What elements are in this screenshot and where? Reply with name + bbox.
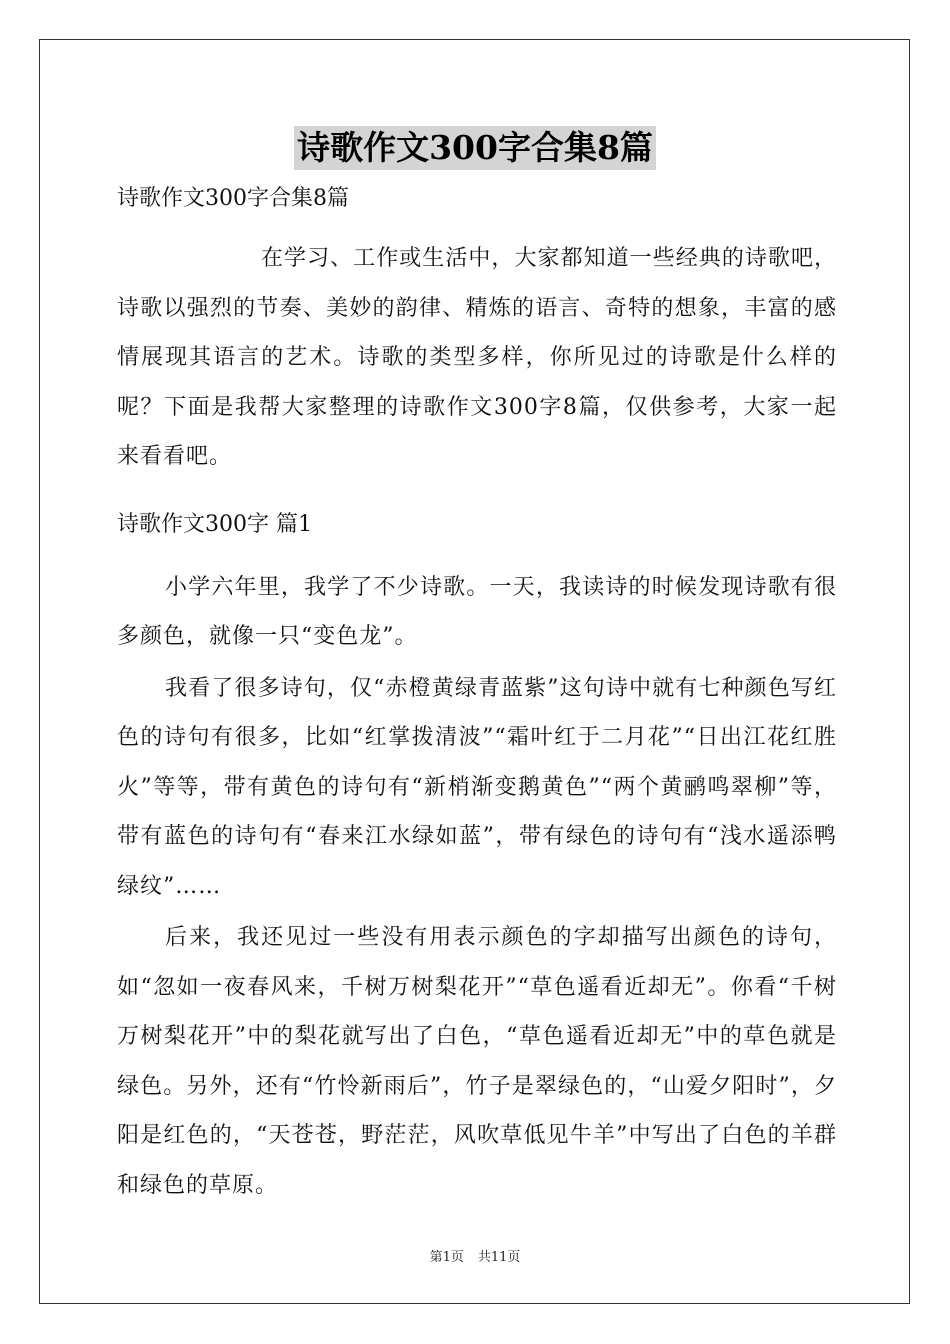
page-total: 共11页 bbox=[477, 1250, 521, 1265]
document-subtitle: 诗歌作文300字合集8篇 bbox=[117, 186, 349, 211]
section-heading: 诗歌作文300字 篇1 bbox=[117, 511, 312, 537]
title-container bbox=[0, 126, 950, 170]
body-paragraph: 小学六年里，我学了不少诗歌。一天，我读诗的时候发现诗歌有很多颜色，就像一只“变色龙”。 bbox=[117, 574, 837, 649]
document-body bbox=[117, 183, 837, 1210]
page-number: 第1页 bbox=[429, 1250, 464, 1265]
body-paragraph: 后来，我还见过一些没有用表示颜色的字却描写出颜色的诗句，如“忽如一夜春风来，千树万树梨花开”“草色遥看近却无”。你看“千树万树梨花开”中的梨花就写出了白色，“草色遥看近却无”中的草色就是绿色。另外，还有“竹怜新雨后”，竹子是翠绿色的，“山爱夕阳时”，夕阳是红色的，“天苍苍，野茫茫，风吹草低见牛羊”中写出了白色的羊群和绿色的草原。 bbox=[117, 925, 837, 1198]
page-footer bbox=[0, 1246, 950, 1265]
intro-paragraph: 在学习、工作或生活中，大家都知道一些经典的诗歌吧，诗歌以强烈的节奏、美妙的韵律、精炼的语言、奇特的想象，丰富的感情展现其语言的艺术。诗歌的类型多样，你所见过的诗歌是什么样的呢？下面是我帮大家整理的诗歌作文300字8篇，仅供参考，大家一起来看看吧。 bbox=[117, 246, 837, 469]
body-paragraph: 我看了很多诗句，仅“赤橙黄绿青蓝紫”这句诗中就有七种颜色写红色的诗句有很多，比如“红掌拨清波”“霜叶红于二月花”“日出江花红胜火”等等，带有黄色的诗句有“新梢渐变鹅黄色”“两个黄鹂鸣翠柳”等，带有蓝色的诗句有“春来江水绿如蓝”，带有绿色的诗句有“浅水遥添鸭绿纹”…… bbox=[117, 675, 837, 899]
document-title: 诗歌作文300字合集8篇 bbox=[294, 126, 656, 170]
